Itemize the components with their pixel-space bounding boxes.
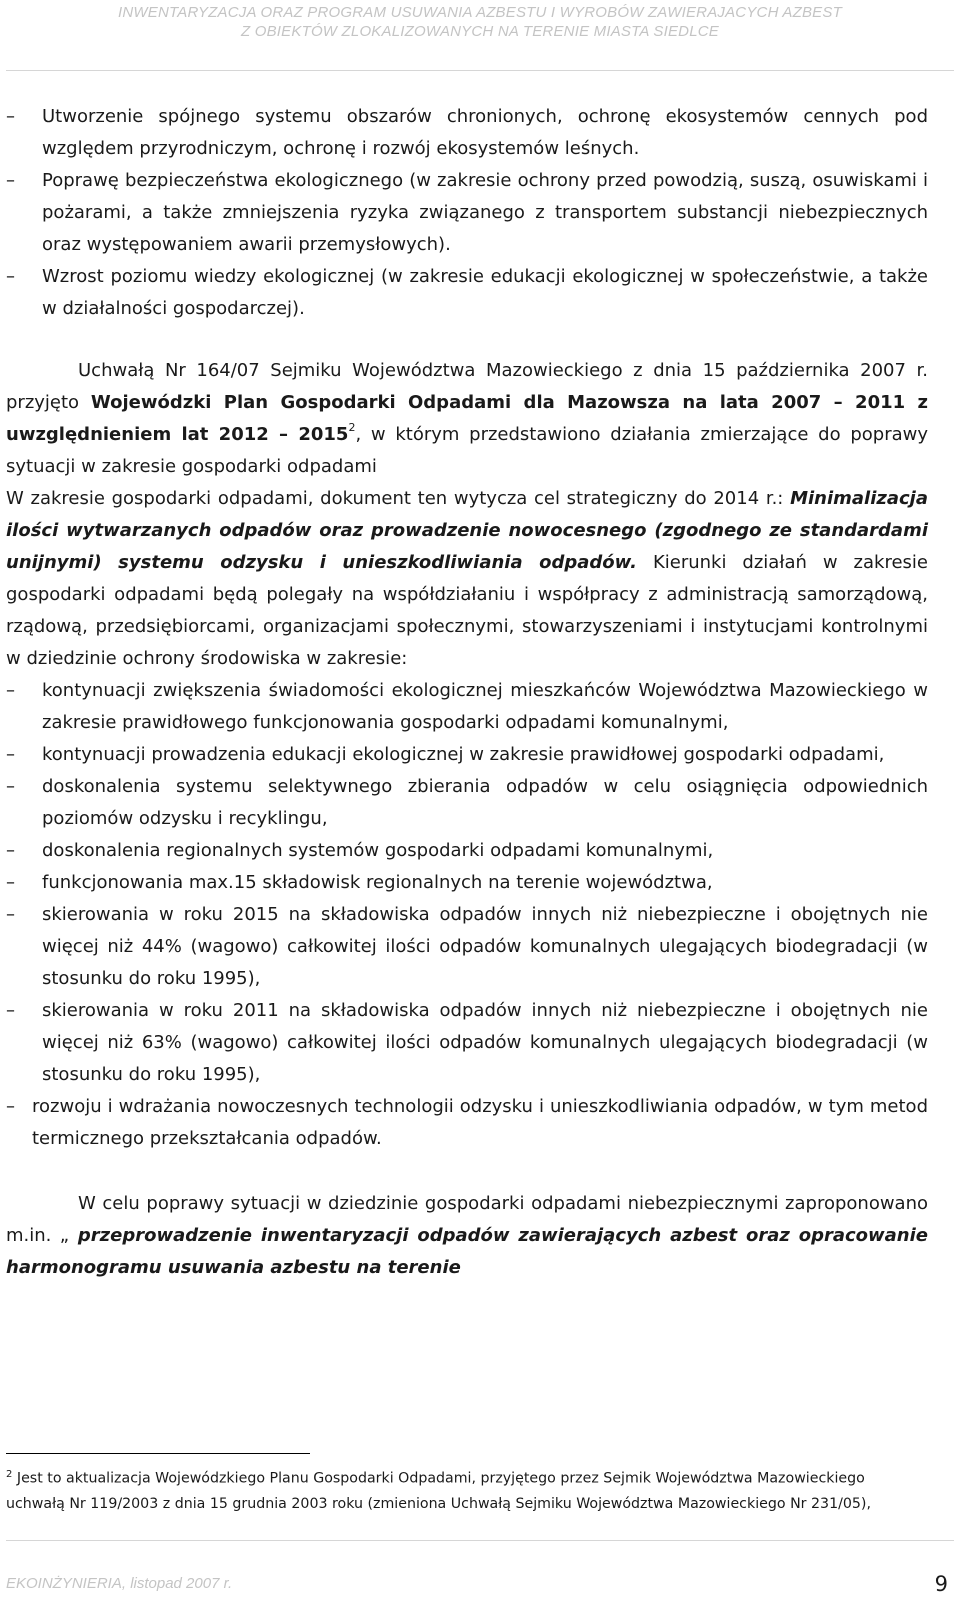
list-item: – skierowania w roku 2011 na składowiska odpadów innych niż niebezpieczne i obojętnych nie więcej niż 63% (wagowo) całkowitej ilości odpadów komunalnych ulegających biodegradacji (w stosunku do roku 1995), [6,995,928,1091]
list-item: – doskonalenia regionalnych systemów gospodarki odpadami komunalnymi, [6,835,928,867]
dash-bullet: – [6,776,15,797]
asbestos-program-title: przeprowadzenie inwentaryzacji odpadów zawierających azbest oraz opracowanie harmonogramu usuwania azbestu na terenie [6,1225,928,1278]
list-item: – kontynuacji prowadzenia edukacji ekologicznej w zakresie prawidłowej gospodarki odpadami, [6,739,928,771]
dash-bullet: – [6,680,15,701]
header-line-2: Z OBIEKTÓW ZLOKALIZOWANYCH NA TERENIE MIASTA SIEDLCE [241,23,719,40]
list-item: – kontynuacji zwiększenia świadomości ekologicznej mieszkańców Województwa Mazowieckiego w zakresie prawidłowego funkcjonowania gospodarki odpadami komunalnymi, [6,675,928,739]
opening-quote: „ [59,1225,70,1246]
list-item: – Wzrost poziomu wiedzy ekologicznej (w zakresie edukacji ekologicznej w społeczeństwie, a także w działalności gospodarczej). [6,261,928,325]
dash-bullet: – [6,904,15,925]
page-number: 9 [934,1572,948,1596]
running-header [0,3,960,41]
list-item: – Utworzenie spójnego systemu obszarów chronionych, ochronę ekosystemów cennych pod względem przyrodniczym, ochronę i rozwój ekosystemów leśnych. [6,101,928,165]
dash-bullet: – [6,1096,15,1117]
directions-list [6,675,928,1155]
dash-bullet: – [6,872,15,893]
footer-publisher: EKOINŻYNIERIA, listopad 2007 r. [6,1575,233,1592]
header-line-1: INWENTARYZACJA ORAZ PROGRAM USUWANIA AZBESTU I WYROBÓW ZAWIERAJACYCH AZBEST [118,4,842,21]
footer-rule [6,1540,954,1541]
dash-bullet: – [6,106,15,127]
footnote-ref: 2 [348,421,356,434]
list-item: – rozwoju i wdrażania nowoczesnych technologii odzysku i unieszkodliwiania odpadów, w tym metod termicznego przekształcania odpadów. [6,1091,928,1155]
footnote-text: Jest to aktualizacja Wojewódzkiego Planu Gospodarki Odpadami, przyjętego przez Sejmik Województwa Mazowieckiego uchwałą Nr 119/2003 z dnia 15 grudnia 2003 roku (zmieniona Uchwałą Sejmiku Województwa Mazowieckiego Nr 231/05), [6,1470,871,1512]
paragraph-hazardous-waste: W celu poprawy sytuacji w dziedzinie gospodarki odpadami niebezpiecznymi zaproponowano m.in. „ przeprowadzenie inwentaryzacji odpadów zawierających azbest oraz opracowanie harmonogramu usuwania azbestu na terenie [6,1193,928,1278]
footnote-rule [6,1453,310,1454]
header-rule [6,70,954,71]
dash-bullet: – [6,170,15,191]
objectives-list [6,101,928,325]
document-body [6,101,928,1284]
list-item: – funkcjonowania max.15 składowisk regionalnych na terenie województwa, [6,867,928,899]
list-item: – doskonalenia systemu selektywnego zbierania odpadów w celu osiągnięcia odpowiednich poziomów odzysku i recyklingu, [6,771,928,835]
dash-bullet: – [6,840,15,861]
paragraph-plan: Uchwałą Nr 164/07 Sejmiku Województwa Mazowieckiego z dnia 15 października 2007 r. przyjęto Wojewódzki Plan Gospodarki Odpadami dla Mazowsza na lata 2007 – 2011 z uwzględnieniem lat 2012 – 2015$^2$, w którym przedstawiono działania zmierzające do poprawy sytuacji w zakresie gospodarki odpadami [6,360,929,477]
dash-bullet: – [6,1000,15,1021]
footnote [6,1462,928,1517]
list-item: – skierowania w roku 2015 na składowiska odpadów innych niż niebezpieczne i obojętnych nie więcej niż 44% (wagowo) całkowitej ilości odpadów komunalnych ulegających biodegradacji (w stosunku do roku 1995), [6,899,928,995]
paragraph-strategic-goal: W zakresie gospodarki odpadami, dokument ten wytycza cel strategiczny do 2014 r.: Minimalizacja ilości wytwarzanych odpadów oraz prowadzenie nowocesnego (zgodnego ze standardami unijnymi) systemu odzysku i unieszkodliwiania odpadów. Kierunki działań w zakresie gospodarki odpadami będą polegały na współdziałaniu i współpracy z administracją samorządową, rządową, przedsiębiorcami, organizacjami społecznymi, stowarzyszeniami i instytucjami kontrolnymi w dziedzinie ochrony środowiska w zakresie: [6,488,928,669]
dash-bullet: – [6,266,15,287]
list-item: – Poprawę bezpieczeństwa ekologicznego (w zakresie ochrony przed powodzią, suszą, osuwiskami i pożarami, a także zmniejszenia ryzyka związanego z transportem substancji niebezpiecznych oraz występowaniem awarii przemysłowych). [6,165,928,261]
strategic-goal: Minimalizacja ilości wytwarzanych odpadów oraz prowadzenie nowocesnego (zgodnego ze standardami unijnymi) systemu odzysku i unieszkodliwiania odpadów. [6,488,928,573]
dash-bullet: – [6,744,15,765]
plan-title: Wojewódzki Plan Gospodarki Odpadami dla Mazowsza na lata 2007 – 2011 z uwzględnieniem lat 2012 – 2015 [6,392,929,445]
footnote-number: 2 [6,1469,13,1480]
